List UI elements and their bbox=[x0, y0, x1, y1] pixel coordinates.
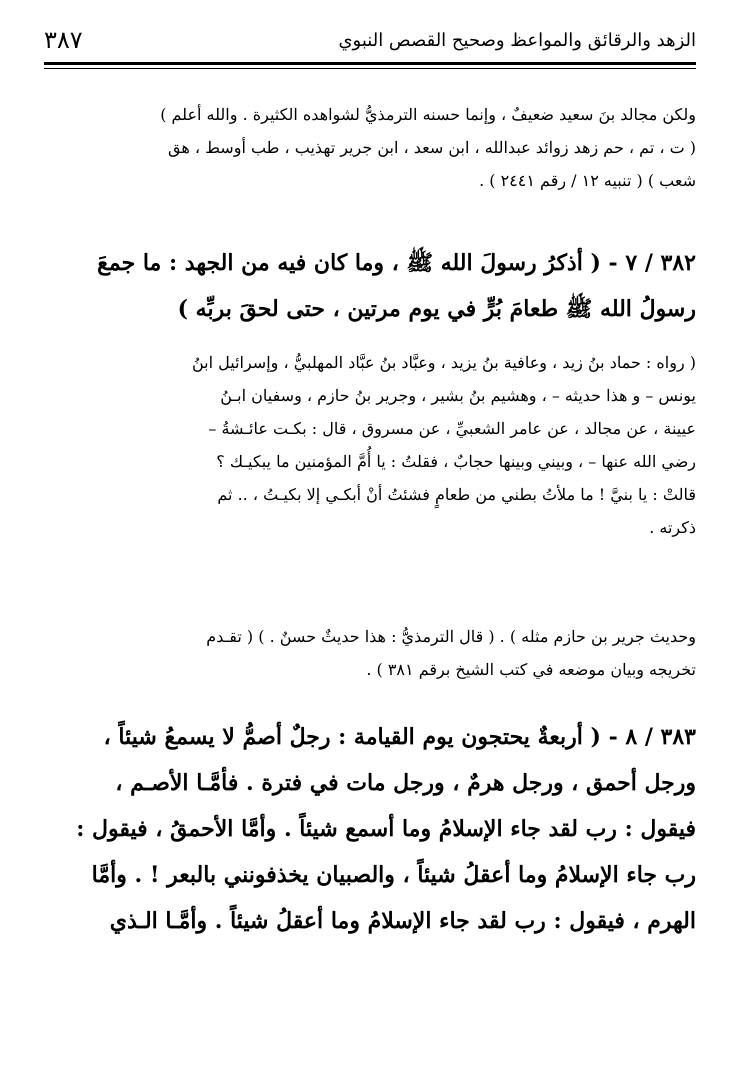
text-line: ٣٨٣ / ٨ - ( أربعةٌ يحتجون يوم القيامة : رجلٌ أصمُّ لا يسمعُ شيئاً ، bbox=[103, 724, 696, 750]
commentary-paragraph-1 bbox=[44, 98, 696, 197]
text-line: ٣٨٢ / ٧ - ( أذكرُ رسولَ الله ﷺ ، وما كان فيه من الجهد : ما جمعَ bbox=[97, 250, 696, 276]
text-line: رسولُ الله ﷺ طعامَ بُرٍّ في يوم مرتين ، حتى لحقَ بربِّه ) bbox=[177, 296, 696, 322]
text-line: عيينة ، عن مجالد ، عن عامر الشعبيِّ ، عن مسروق ، قال : بكـت عائـشةُ – bbox=[208, 419, 696, 438]
header-title: الزهد والرقائق والمواعظ وصحيح القصص النبوي bbox=[338, 30, 696, 51]
text-line: ( ت ، تم ، حم زهد زوائد عبدالله ، ابن سعد ، ابن جرير تهذيب ، طب أوسط ، هق bbox=[168, 138, 696, 157]
hadith-382 bbox=[44, 240, 696, 332]
commentary-paragraph-3 bbox=[44, 620, 696, 686]
text-line: شعب ) ( تنبيه ١٢ / رقم ٢٤٤١ ) . bbox=[479, 171, 696, 190]
hadith-383 bbox=[44, 714, 696, 944]
text-line: قالتْ : يا بنيَّ ! ما ملأتُ بطني من طعامٍ فشئتُ أنْ أبكـي إلا بكيـتُ ، .. ثم bbox=[217, 485, 696, 504]
header-divider bbox=[44, 62, 696, 68]
text-line: ولكن مجالد بنَ سعيد ضعيفٌ ، وإنما حسنه الترمذيُّ لشواهده الكثيرة . والله أعلم ) bbox=[160, 105, 696, 124]
commentary-paragraph-2 bbox=[44, 346, 696, 544]
text-line: يونس – و هذا حديثه – ، وهشيم بنُ بشير ، وجرير بنُ حازم ، وسفيان ابـنُ bbox=[220, 386, 696, 405]
text-line: فيقول : رب لقد جاء الإسلامُ وما أسمع شيئاً . وأمَّا الأحمقُ ، فيقول : bbox=[76, 816, 696, 842]
text-line: ( رواه : حماد بنُ زيد ، وعافية بنُ يزيد ، وعبَّاد بنُ عبَّاد المهلبيُّ ، وإسرائيل ابنُ bbox=[191, 353, 696, 372]
text-line: ذكرته . bbox=[649, 518, 696, 537]
running-header bbox=[44, 26, 696, 60]
text-line: تخريجه وبيان موضعه في كتب الشيخ برقم ٣٨١ ) . bbox=[366, 660, 696, 679]
text-line: وحديث جرير بن حازم مثله ) . ( قال الترمذيُّ : هذا حديثٌ حسنٌ . ) ( تقـدم bbox=[206, 627, 696, 646]
text-line: الهرم ، فيقول : رب لقد جاء الإسلامُ وما أعقلُ شيئاً . وأمَّـا الـذي bbox=[109, 908, 696, 934]
text-line: رب جاء الإسلامُ وما أعقلُ شيئاً ، والصبيان يخذفونني بالبعر ! . وأمَّا bbox=[91, 862, 696, 888]
text-line: ورجل أحمق ، ورجل هرمٌ ، ورجل مات في فترة . فأمَّـا الأصـم ، bbox=[115, 770, 696, 796]
page-number: ٣٨٧ bbox=[44, 26, 83, 54]
text-line: رضي الله عنها – ، وبيني وبينها حجابٌ ، فقلتُ : يا أُمَّ المؤمنين ما يبكيـك ؟ bbox=[216, 452, 696, 471]
